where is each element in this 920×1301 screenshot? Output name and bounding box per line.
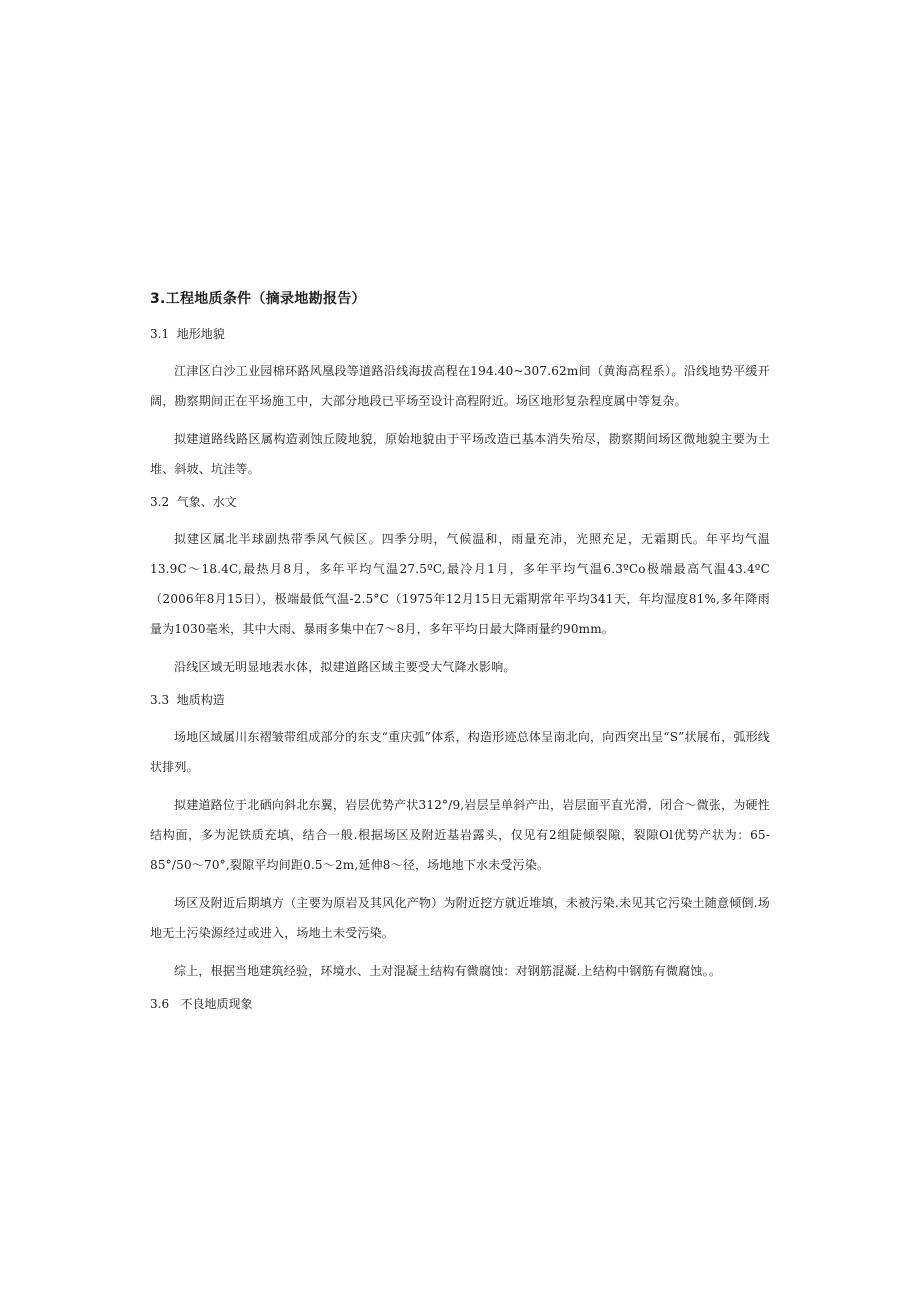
- section-heading: 3.1 地形地貌: [150, 327, 225, 341]
- paragraph: 场地区域属川东褶皱带组成部分的东支“重庆弧”体系，构造形迹总体呈南北向，向西突出呈“S”状展布，弧形线状排列。: [150, 730, 770, 774]
- section-heading: 3.3 地质构造: [150, 693, 225, 707]
- document-title: 3.工程地质条件（摘录地勘报告）: [150, 291, 366, 307]
- paragraph: 拟建道路位于北硒向斜北东翼，岩层优势产状312°/9,岩层呈单斜产出，岩层面平直光滑，闭合～微张，为硬性结构面，多为泥铁质充填，结合一般.根据场区及附近基岩露头，仅见有2组陡倾裂隙，裂隙Ol优势产状为：65-85°/50～70°,裂隙平均间距0.5～2m,延伸8～径，场地地下水未受污染。: [150, 798, 770, 872]
- paragraph: 综上，根据当地建筑经验，环境水、土对混凝土结构有微腐蚀：对钢筋混凝.上结构中钢筋有微腐蚀。。: [174, 964, 722, 978]
- paragraph: 沿线区域无明显地表水体，拟建道路区域主要受大气降水影响。: [174, 660, 516, 674]
- document-page: [150, 288, 770, 1026]
- paragraph: 江津区白沙工业园棉环路风凰段等道路沿线海拔高程在194.40~307.62m间（黄海高程系）。沿线地势平缓开阔，勘察期间正在平场施工中，大部分地段已平场至设计高程附近。场区地形复杂程度属中等复杂。: [150, 364, 770, 408]
- paragraph: 拟建道路线路区属构造剥蚀丘陵地貌，原始地貌由于平场改造已基本消失殆尽，勘察期间场区微地貌主要为土堆、斜坡、坑洼等。: [150, 432, 770, 476]
- section-heading: 3.6 不良地质现象: [150, 997, 253, 1011]
- paragraph: 拟建区属北半球副热带季风气候区。四季分明，气候温和，雨量充沛，光照充足，无霜期氏。年平均气温13.9C～18.4C,最热月8月，多年平均气温27.5ºC,最冷月1月，多年平均气温6.3ºCo极端最高气温43.4ºC（2006年8月15日），极端最低气温-2.5°C（1975年12月15日无霜期常年平均341天，年均湿度81%,多年降雨量为1030毫米，其中大雨、暴雨多集中在7～8月，多年平均日最大降雨量约90mm。: [150, 532, 770, 636]
- section-heading: 3.2 气象、水文: [150, 495, 237, 509]
- paragraph: 场区及附近后期填方（主要为原岩及其风化产物）为附近挖方就近堆填，未被污染.未见其它污染土随意倾倒.场地无土污染源经过或进入，场地土未受污染。: [150, 896, 770, 940]
